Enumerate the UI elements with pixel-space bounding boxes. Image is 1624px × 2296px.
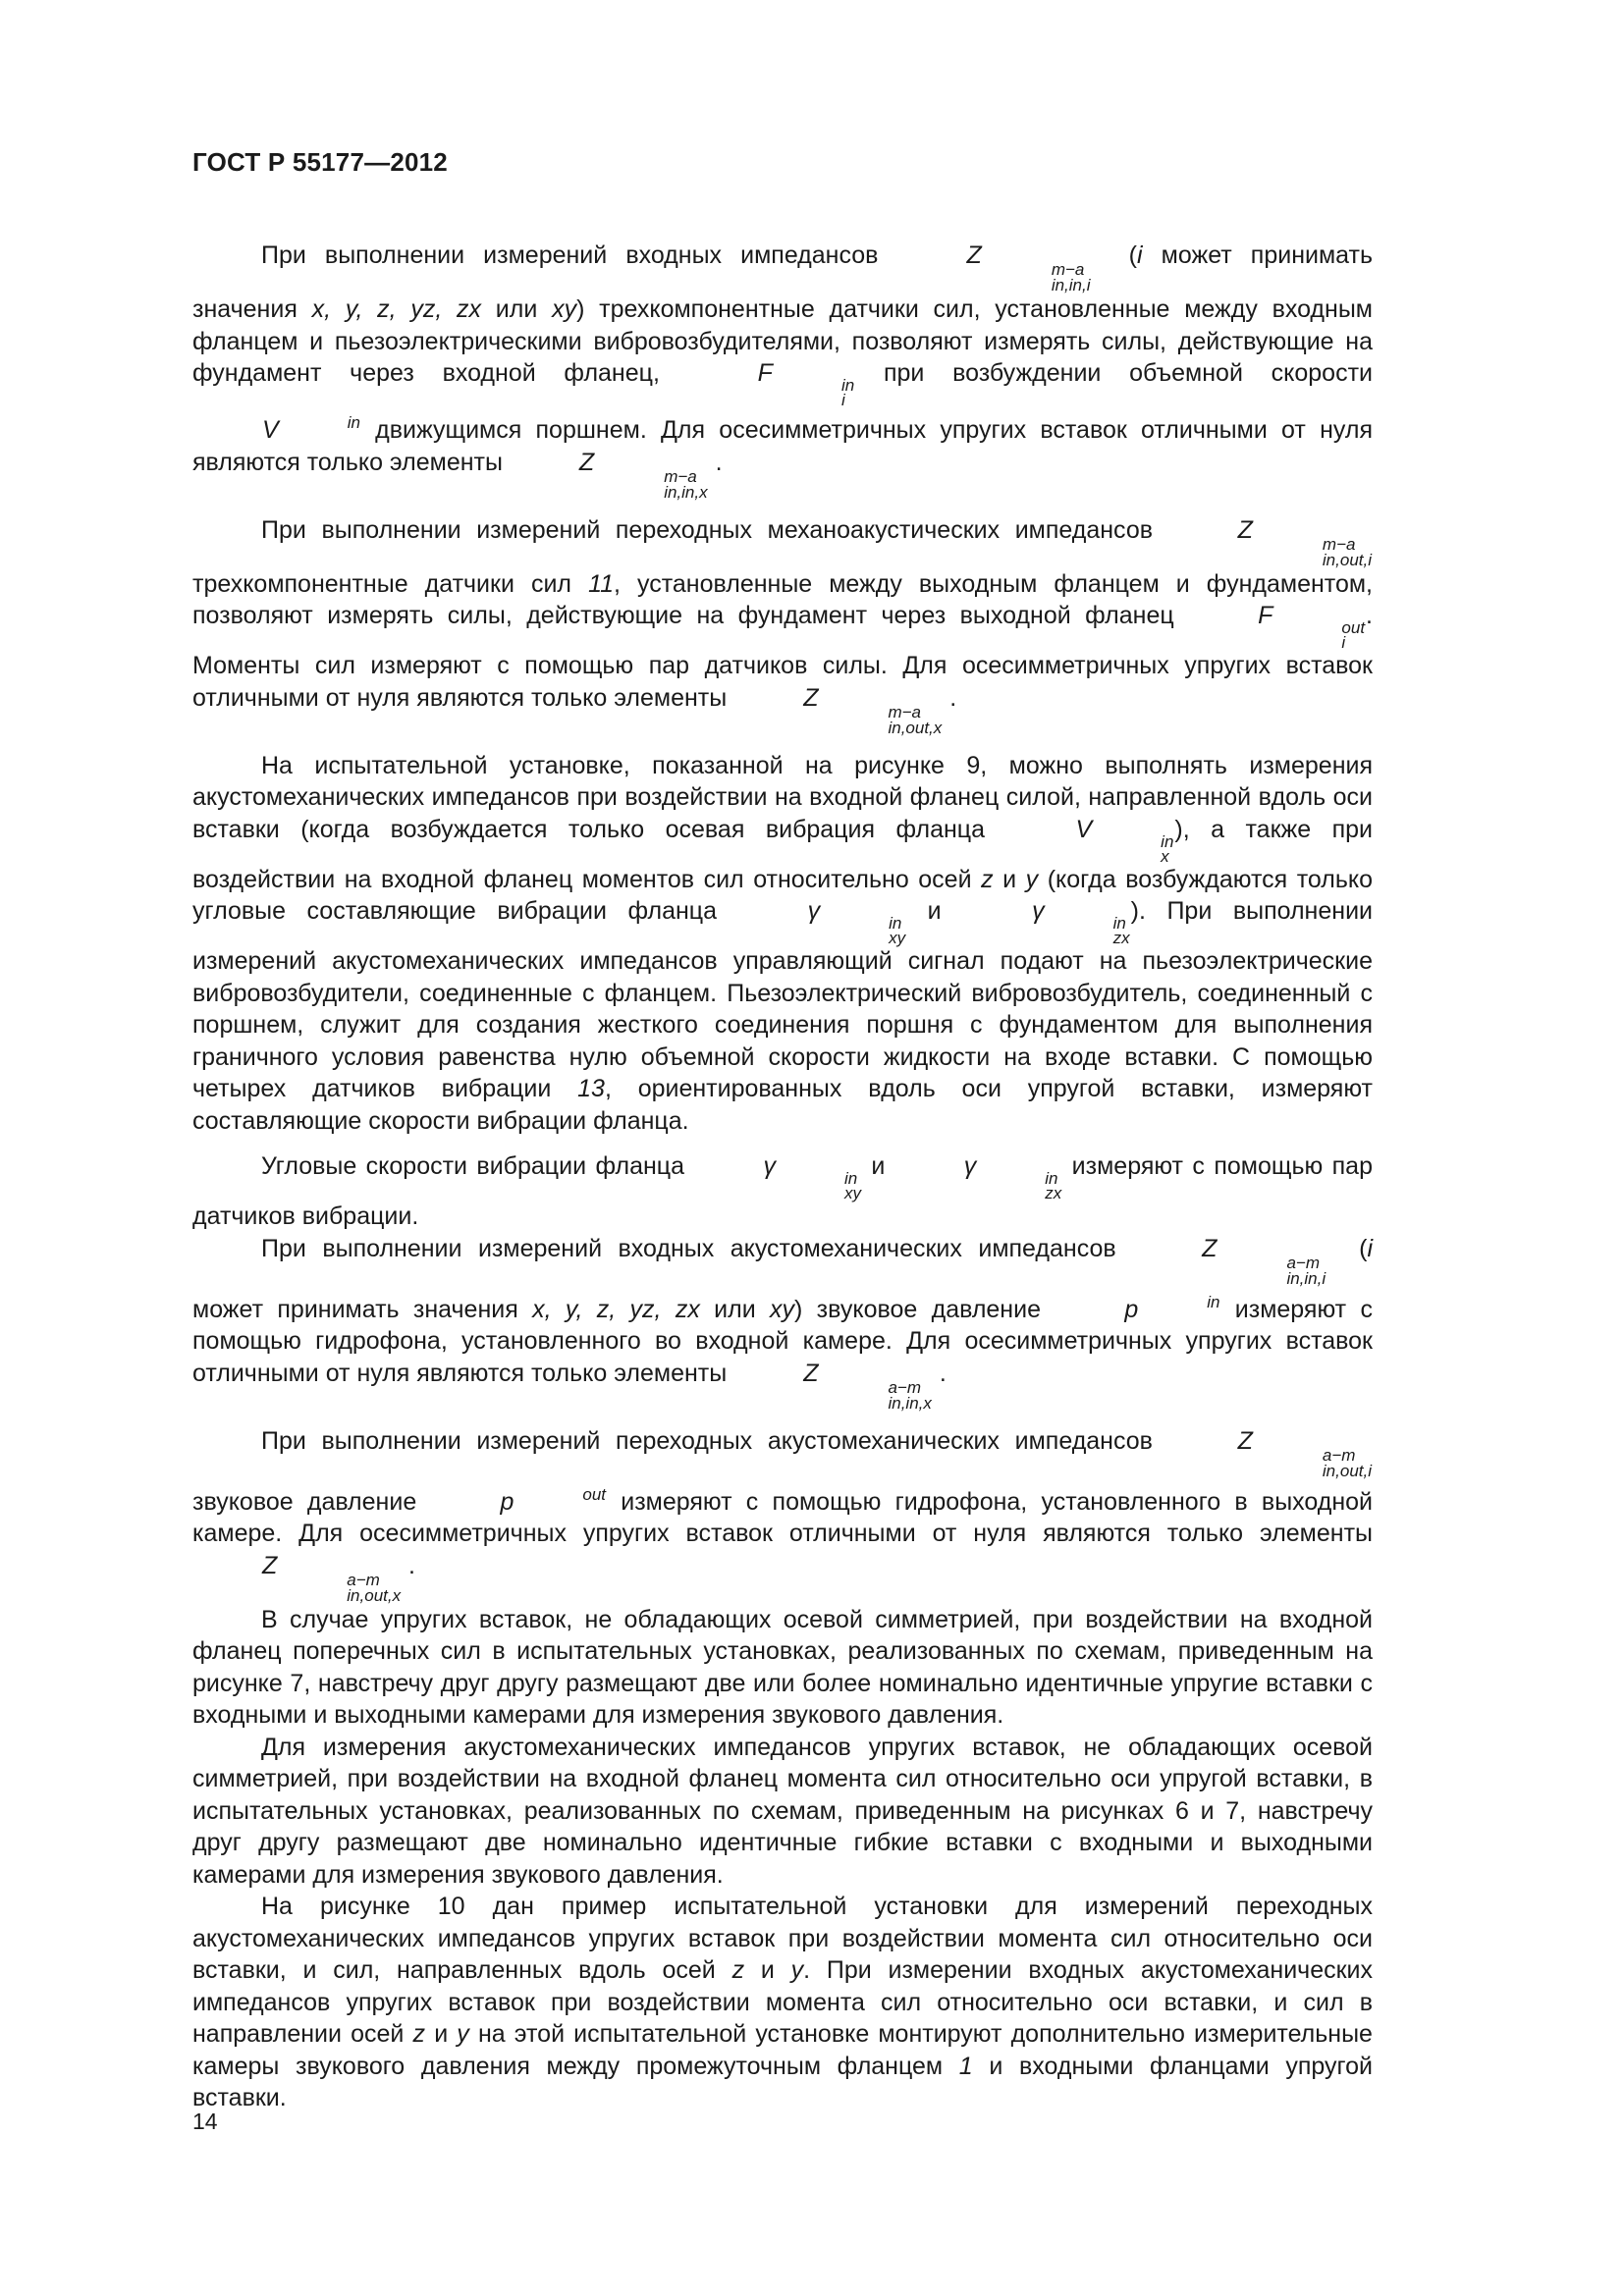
paragraph-7: В случае упругих вставок, не обладающих осевой симметрией, при воздействии на входной фланец поперечных сил в испытательных установках, реализованных по схемам, приведенным на рисунке 7, навстречу друг другу размещают две или более номинально идентичные упругие вставки с входными и выходными камерами для измерения звукового давления. [192, 1605, 1373, 1729]
formula-z-transfer-acoustic-x: Z a−m in,out,x [262, 1551, 402, 1605]
formula-z-input-mech: Z m−a in,in,i [966, 241, 1091, 294]
paragraph-2: При выполнении измерений переходных механоакустических импедансов Z m−a in,out,i трехкомпонентные датчики сил 11, установленные между выходным фланцем и фундаментом, позволяют измерять силы, действующие на фундамент через выходной фланец F out i . Моменты сил измеряют с помощью пар датчиков силы. Для осесимметричных упругих вставок отличными от нуля являются только элементы Z m−a in,out,x . [192, 515, 1373, 737]
formula-z-input-mech-x: Z m−a in,in,x [578, 448, 708, 502]
paragraph-9: На рисунке 10 дан пример испытательной установки для измерений переходных акустомеханических импедансов упругих вставок при воздействии момента сил относительно оси вставки, и сил, направленных вдоль осей z и y. При измерении входных акустомеханических импедансов упругих вставок при воздействии момента сил относительно оси вставки, и сил в направлении осей z и y на этой испытательной установке монтируют дополнительно измерительные камеры звукового давления между промежуточным фланцем 1 и входными фланцами упругой вставки. [192, 1893, 1374, 2111]
formula-z-input-acoustic-x: Z a−m in,in,x [803, 1359, 932, 1413]
formula-v-in-x: V in x [1075, 815, 1174, 866]
paragraph-8: Для измерения акустомеханических импедансов упругих вставок, не обладающих осевой симметрией, при воздействии на входной фланец момента сил относительно оси упругой вставки, в испытательных установках, реализованных по схемам, приведенным на рисунках 6 и 7, навстречу друг другу размещают две номинально идентичные гибкие вставки с входными и выходными камерами для измерения звукового давления. [192, 1733, 1373, 1889]
formula-v-in: V in [262, 413, 360, 444]
formula-z-transfer-mech: Z m−a in,out,i [1237, 515, 1372, 569]
paragraph-5: При выполнении измерений входных акустомеханических импедансов Z a−m in,in,i (i может принимать значения x, y, z, yz, zx или xy) звуковое давление p in измеряют с помощью гидрофона, установленного во входной камере. Для осесимметричных упругих вставок отличными от нуля являются только элементы Z a−m in,in,x . [192, 1234, 1373, 1413]
formula-f-in: F in i [757, 359, 855, 409]
formula-gamma-xy-2: γ in xy [763, 1152, 861, 1202]
formula-f-out: F out i [1258, 602, 1366, 652]
formula-p-in: p in [1124, 1292, 1220, 1323]
formula-gamma-zx: γ in zx [1032, 897, 1130, 947]
formula-z-input-acoustic: Z a−m in,in,i [1202, 1234, 1326, 1288]
paragraph-1: При выполнении измерений входных импедансов Z m−a in,in,i (i может принимать значения x, y, z, yz, zx или xy) трехкомпонентные датчики сил, установленные между входным фланцем и пьезоэлектрическими вибровозбудителями, позволяют измерять силы, действующие на фундамент через входной фланец, F in i при возбуждении объемной скорости V in движущимся поршнем. Для осесимметричных упругих вставок отличными от нуля являются только элементы Z m−a in,in,x . [192, 241, 1374, 502]
formula-gamma-zx-2: γ in zx [963, 1152, 1062, 1202]
formula-z-transfer-mech-x: Z m−a in,out,x [803, 683, 943, 737]
formula-gamma-xy: γ in xy [807, 897, 906, 947]
document-header: ГОСТ Р 55177—2012 [192, 147, 448, 177]
formula-p-out: p out [500, 1484, 607, 1516]
paragraph-3: На испытательной установке, показанной на рисунке 9, можно выполнять измерения акустомеханических импедансов при воздействии на входной фланец силой, направленной вдоль оси вставки (когда возбуждается только осевая вибрация фланца V in x ), а также при воздействии на входной фланец моментов сил относительно осей z и y (когда возбуждаются только угловые составляющие вибрации фланца γ in xy и γ in zx ). При выполнении измерений акустомеханических импедансов управляющий сигнал подают на пьезоэлектрические вибровозбудители, соединенные с фланцем. Пьезоэлектрический вибровозбудитель, соединенный с поршнем, служит для создания жесткого соединения поршня с фундаментом для выполнения граничного условия равенства нулю объемной скорости жидкости на входе вставки. С помощью четырех датчиков вибрации 13, ориентированных вдоль оси упругой вставки, измеряют составляющие скорости вибрации фланца. [192, 751, 1374, 1135]
paragraph-6: При выполнении измерений переходных акустомеханических импедансов Z a−m in,out,i звуковое давление p out измеряют с помощью гидрофона, установленного в выходной камере. Для осесимметричных упругих вставок отличными от нуля являются только элементы Z a−m in,out,x . [192, 1426, 1374, 1605]
page-number: 14 [192, 2109, 218, 2134]
document-body [192, 240, 1373, 2114]
paragraph-4: Угловые скорости вибрации фланца γ in xy и γ in zx измеряют с помощью пар датчиков вибрации. [192, 1152, 1373, 1230]
formula-z-transfer-acoustic: Z a−m in,out,i [1237, 1426, 1372, 1480]
